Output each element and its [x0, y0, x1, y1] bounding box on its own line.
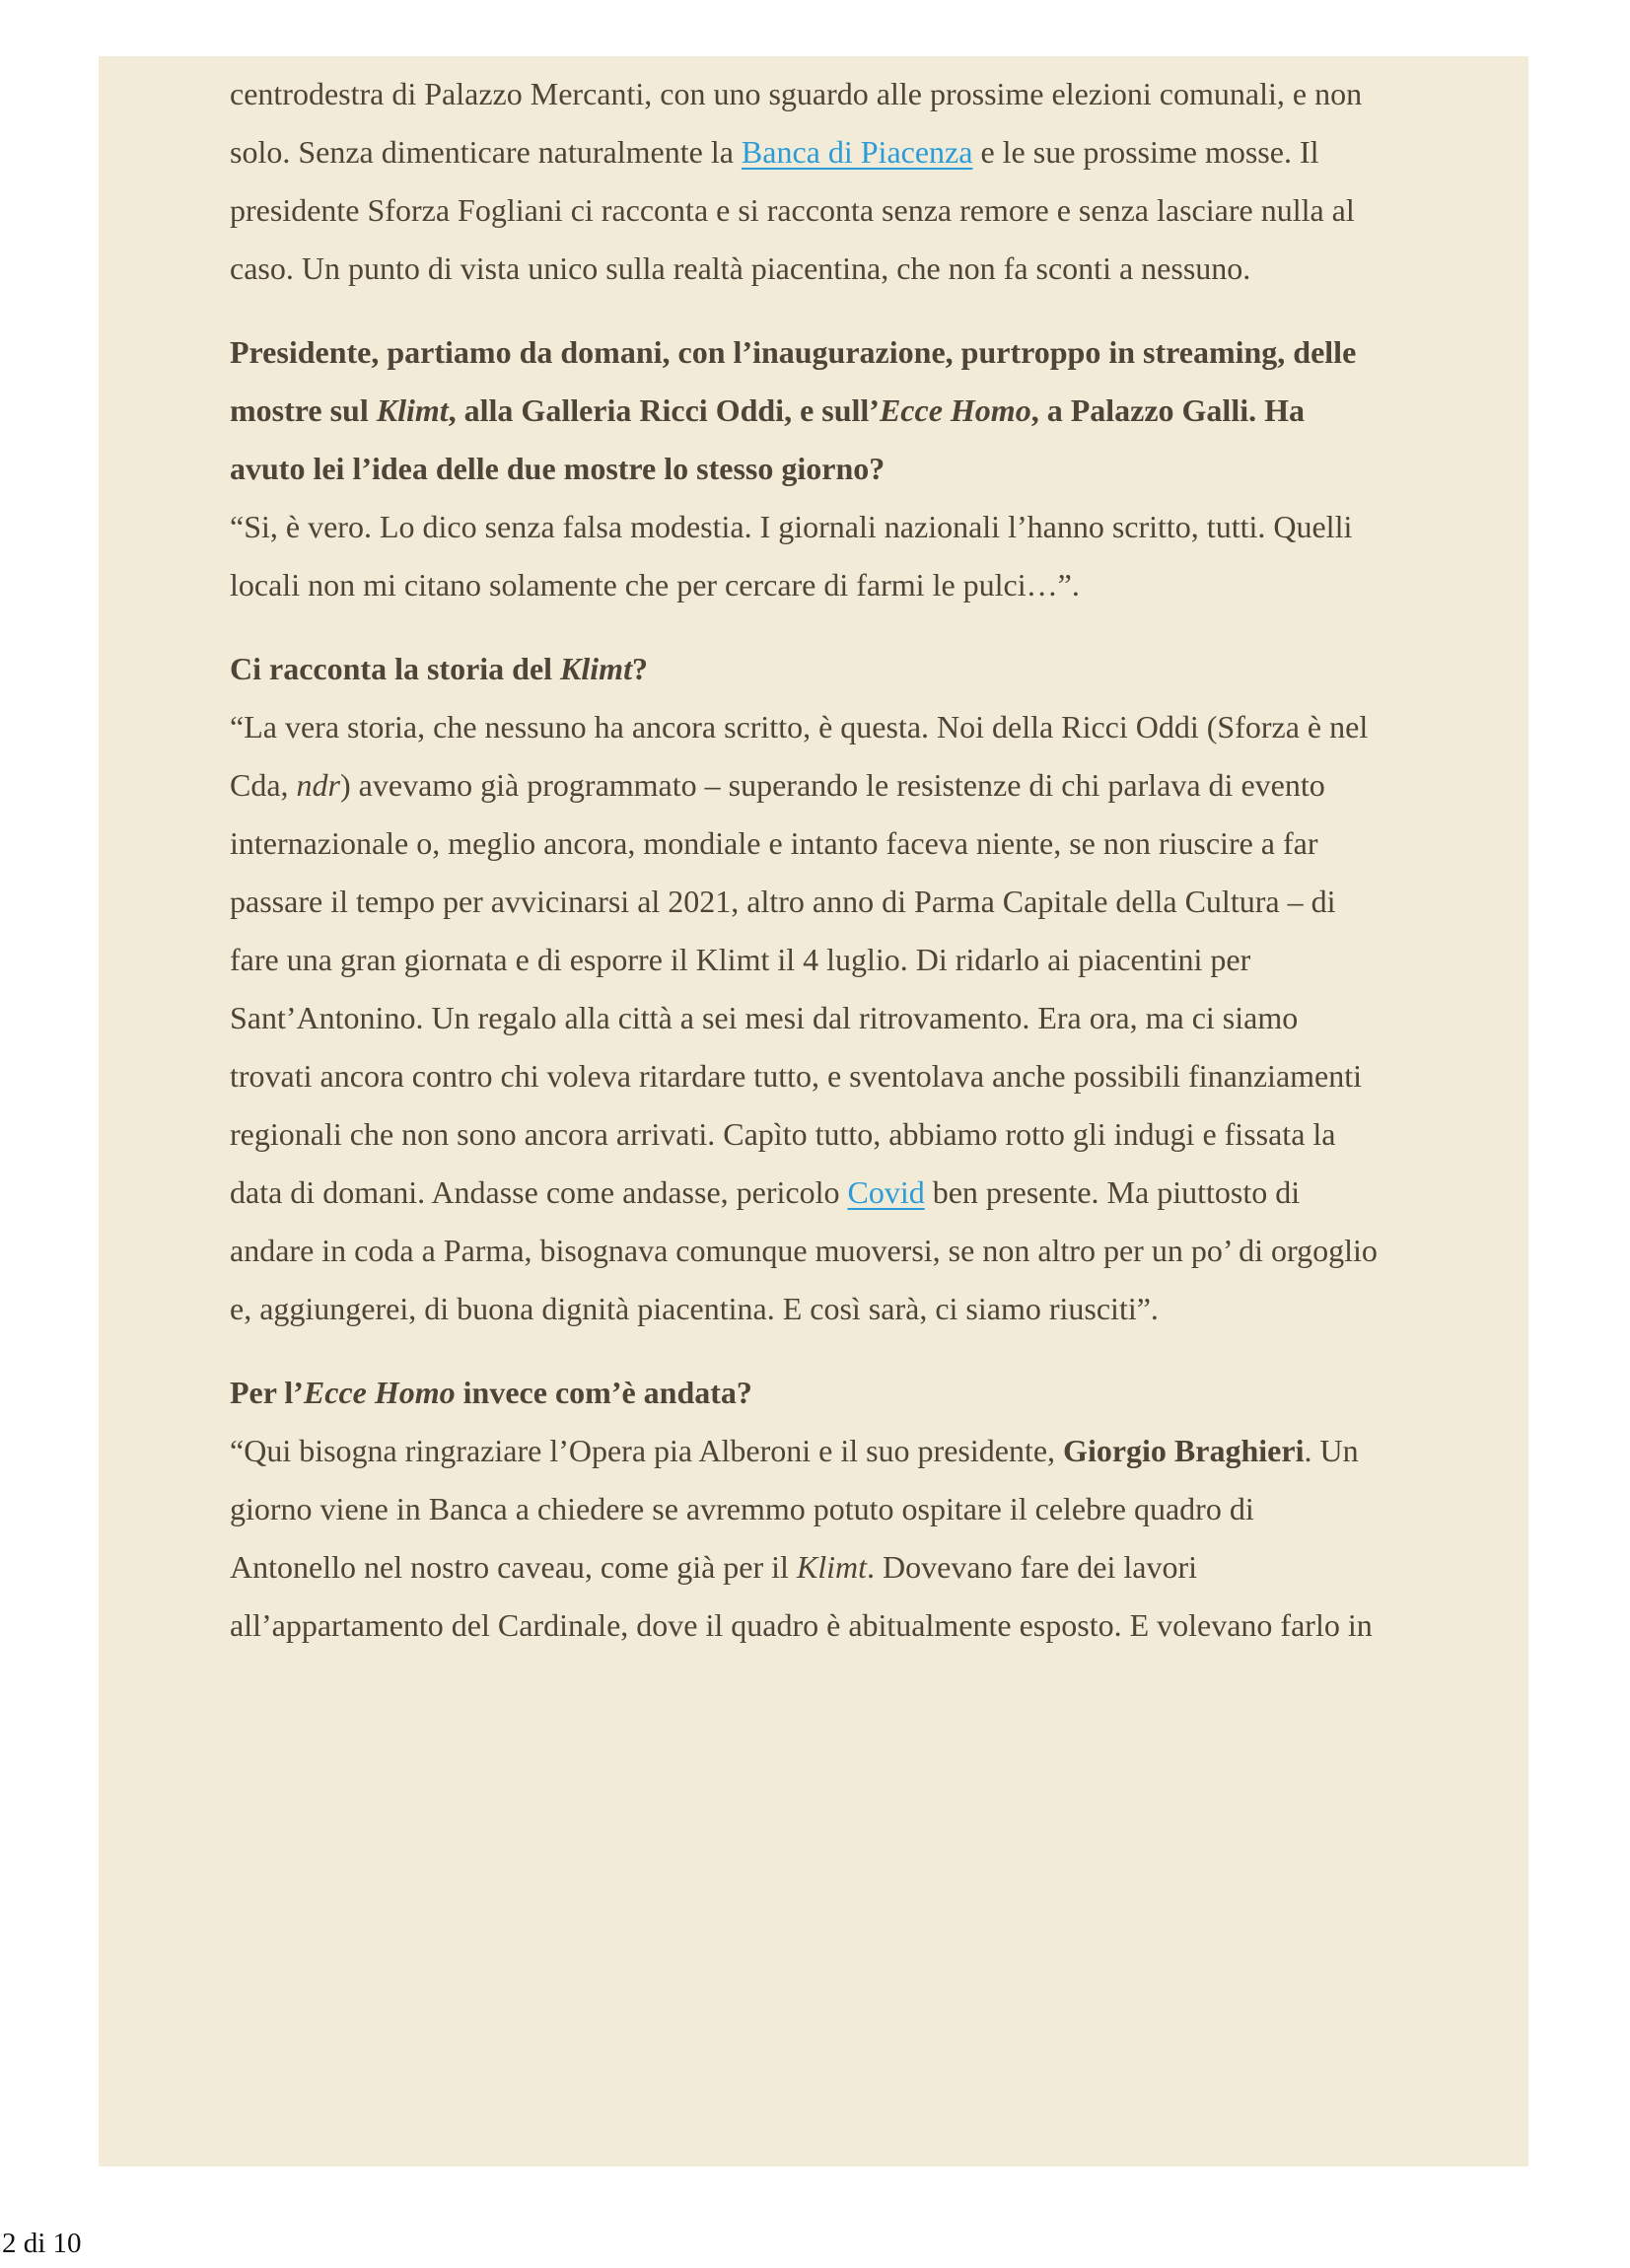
text-run: ?	[631, 651, 648, 686]
text-run: ben presente. Ma piuttosto di andare in coda a Parma, bisognava comunque muoversi, se non altro per un po’ di orgoglio e, aggiungerei, di buona dignità piacentina. E così sarà, ci siamo riusciti”.	[230, 1174, 1378, 1326]
interview-question	[230, 323, 1382, 498]
text-run: Klimt	[376, 392, 449, 428]
text-run: , a Palazzo Galli. Ha avuto lei l’idea delle due mostre lo stesso giorno?	[230, 392, 1305, 486]
text-run: , alla Galleria Ricci Oddi, e sull’	[448, 392, 880, 428]
text-run: Ci racconta la storia del	[230, 651, 561, 686]
text-run: Klimt	[560, 651, 632, 686]
text-run: “Si, è vero. Lo dico senza falsa modestia. I giornali nazionali l’hanno scritto, tutti. Quelli locali non mi citano solamente che per cercare di farmi le pulci…”.	[230, 509, 1353, 602]
interview-question	[230, 1364, 1382, 1422]
interview-answer	[230, 698, 1382, 1338]
interview-answer	[230, 498, 1382, 614]
text-run: Per l’	[230, 1375, 304, 1410]
text-run: invece com’è andata?	[455, 1375, 752, 1410]
text-run: Ecce Homo	[879, 392, 1031, 428]
interview-question	[230, 640, 1382, 698]
text-run: “La vera storia, che nessuno ha ancora scritto, è questa. Noi della Ricci Oddi (Sforza è nel Cda,	[230, 709, 1369, 803]
text-run: ) avevamo già programmato – superando le resistenze di chi parlava di evento internazionale o, meglio ancora, mondiale e intanto faceva niente, se non riuscire a far passare il tempo per avvicinarsi al 2021, altro anno di Parma Capitale della Cultura – di fare una gran giornata e di esporre il Klimt il 4 luglio. Di ridarlo ai piacentini per Sant’Antonino. Un regalo alla città a sei mesi dal ritrovamento. Era ora, ma ci siamo trovati ancora contro chi voleva ritardare tutto, e sventolava anche possibili finanziamenti regionali che non sono ancora arrivati. Capìto tutto, abbiamo rotto gli indugi e fissata la data di domani. Andasse come andasse, pericolo	[230, 767, 1363, 1210]
text-run: e le sue prossime mosse. Il presidente Sforza Fogliani ci racconta e si racconta senza remore e senza lasciare nulla al caso. Un punto di vista unico sulla realtà piacentina, che non fa sconti a nessuno.	[230, 134, 1355, 286]
text-run: Klimt	[796, 1549, 868, 1585]
article-body	[230, 65, 1382, 1655]
text-run: Giorgio Braghieri	[1063, 1433, 1305, 1468]
banca-di-piacenza-link[interactable]: Banca di Piacenza	[741, 134, 973, 170]
text-run: . Un giorno viene in Banca a chiedere se avremmo potuto ospitare il celebre quadro di Antonello nel nostro caveau, come già per il	[230, 1433, 1359, 1585]
page-counter: 2 di 10	[2, 2228, 82, 2259]
text-run: Presidente, partiamo da domani, con l’inaugurazione, purtroppo in streaming, delle mostre sul	[230, 334, 1357, 428]
interview-answer	[230, 1422, 1382, 1655]
text-run: centrodestra di Palazzo Mercanti, con uno sguardo alle prossime elezioni comunali, e non solo. Senza dimenticare naturalmente la	[230, 76, 1363, 170]
text-run: Ecce Homo	[303, 1375, 456, 1410]
covid-link[interactable]: Covid	[847, 1174, 925, 1210]
text-run: . Dovevano fare dei lavori all’appartamento del Cardinale, dove il quadro è abitualmente esposto. E volevano farlo in	[230, 1549, 1373, 1643]
article-paragraph	[230, 65, 1382, 298]
text-run: “Qui bisogna ringraziare l’Opera pia Alberoni e il suo presidente,	[230, 1433, 1064, 1468]
article-sheet	[99, 56, 1528, 2166]
text-run: ndr	[296, 767, 340, 803]
